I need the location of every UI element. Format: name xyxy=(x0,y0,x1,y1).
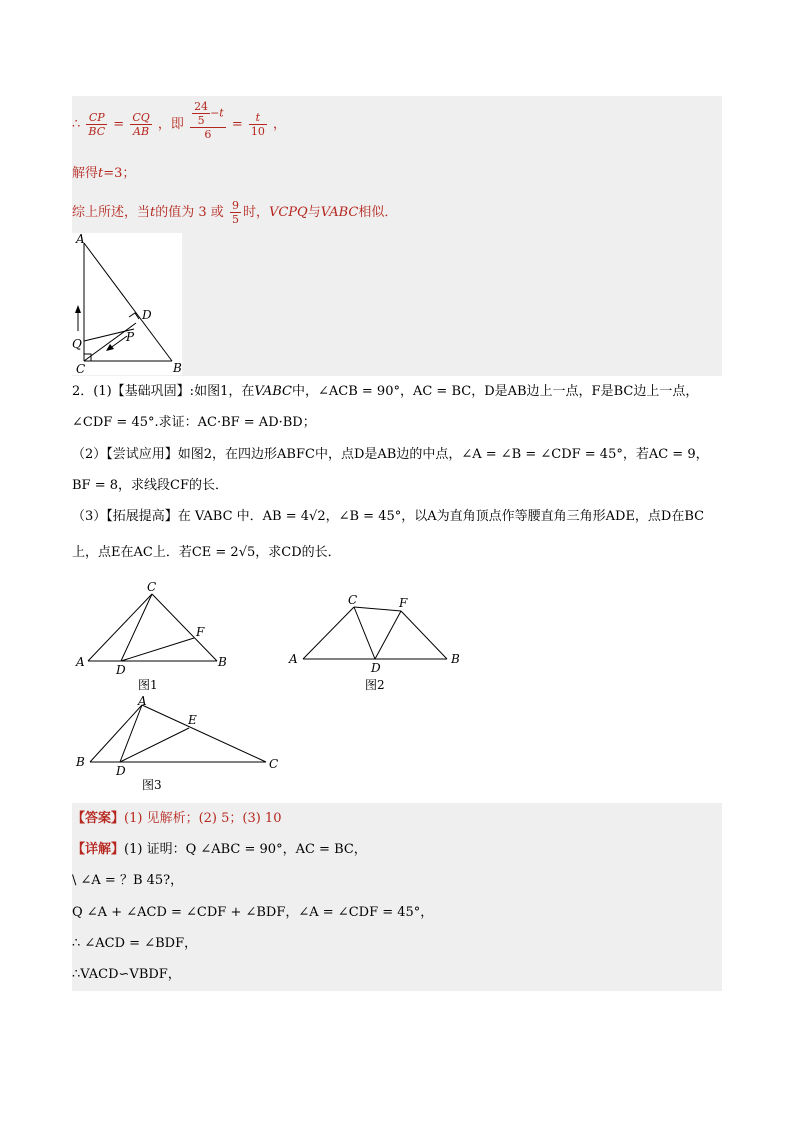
label-c: C xyxy=(76,362,86,375)
fig1-caption: 图1 xyxy=(138,678,158,692)
figure-2 xyxy=(285,590,470,695)
problem2-part3-line2: 上，点E在AC上．若CE = 2√5，求CD的长． xyxy=(72,545,341,560)
answer-line xyxy=(72,810,281,828)
fig2-label-d: D xyxy=(371,661,381,675)
fig1-label-c: C xyxy=(147,580,157,594)
detail-line xyxy=(72,841,367,859)
solution-line-1: ∴ $\frac{CP}{BC}$ = $\frac{CQ}{AB}$ ，即 $\frac{24}{5}$ −t 6 = $\frac{t}{10}$ ， xyxy=(72,100,287,141)
fig3-label-e: E xyxy=(188,713,197,727)
detail-step-2: Q ∠A + ∠ACD = ∠CDF + ∠BDF，∠A = ∠CDF = 45°， xyxy=(72,905,434,920)
detail-step-3: ∴ ∠ACD = ∠BDF， xyxy=(72,936,198,951)
fig2-caption: 图2 xyxy=(365,678,385,692)
problem2-part2-line1: （2）【尝试应用】如图2，在四边形ABFC中，点D是AB边的中点，∠A = ∠B = ∠CDF = 45°，若AC = 9， xyxy=(72,447,709,462)
fig2-label-f: F xyxy=(399,596,408,610)
fig2-label-a: A xyxy=(289,652,298,666)
fig3-label-a: A xyxy=(138,694,147,708)
fig3-label-b: B xyxy=(76,755,85,769)
problem2-part2-line2: BF = 8，求线段CF的长． xyxy=(72,478,228,493)
answer-text: (1) 见解析；(2) 5；(3) 10 xyxy=(124,811,282,826)
figure-1 xyxy=(72,580,242,695)
fraction-t-10: $\frac{t}{10}$ xyxy=(250,111,265,138)
solution-conclusion: 综上所述，当t的值为 3 或 $\frac{9}{5}$ 时，VCPQ与VABC相似． xyxy=(72,199,398,226)
answer-background xyxy=(72,803,722,991)
fig1-label-d: D xyxy=(116,663,126,677)
fig2-label-b: B xyxy=(451,652,460,666)
detail-step-4: ∴VACD∽VBDF， xyxy=(72,967,181,982)
fig3-label-c: C xyxy=(269,757,279,771)
label-q: Q xyxy=(72,337,82,351)
solution-line-2: 解得t=3； xyxy=(72,166,136,181)
fraction-cp-bc: $\frac{CP}{BC}$ xyxy=(88,111,106,138)
fig1-label-b: B xyxy=(218,655,227,669)
label-p: P xyxy=(126,330,135,344)
problem2-part3-line1: （3）【拓展提高】在 VABC 中．AB = 4√2，∠B = 45°，以A为直角顶点作等腰直角三角形ADE，点D在BC xyxy=(72,509,705,524)
label-b: B xyxy=(173,361,182,375)
problem2-part1-line2: ∠CDF = 45°.求证：AC·BF = AD·BD； xyxy=(72,415,316,430)
figure-3 xyxy=(72,693,287,798)
fig1-label-f: F xyxy=(196,625,205,639)
fraction-cq-ab: $\frac{CQ}{AB}$ xyxy=(132,111,150,138)
fig1-label-a: A xyxy=(76,655,85,669)
fig2-label-c: C xyxy=(348,593,358,607)
fraction-9-5: $\frac{9}{5}$ xyxy=(231,199,239,226)
label-d: D xyxy=(142,308,152,322)
fig3-caption: 图3 xyxy=(142,778,162,792)
label-a: A xyxy=(76,233,85,246)
detail-label: 【详解】 xyxy=(72,842,125,857)
detail-step-1: \ ∠A = ？B 45?， xyxy=(72,873,184,888)
answer-label: 【答案】 xyxy=(72,811,125,826)
fig3-label-d: D xyxy=(116,764,126,778)
problem2-part1-line1: 2．(1)【基础巩固】:如图1，在VABC中，∠ACB = 90°，AC = BC，D是AB边上一点，F是BC边上一点， xyxy=(72,384,699,399)
detail-text: (1) 证明：Q ∠ABC = 90°，AC = BC， xyxy=(124,842,367,857)
fraction-complex: $\frac{24}{5}$ −t 6 xyxy=(190,100,226,141)
triangle-figure-pq xyxy=(72,233,182,375)
